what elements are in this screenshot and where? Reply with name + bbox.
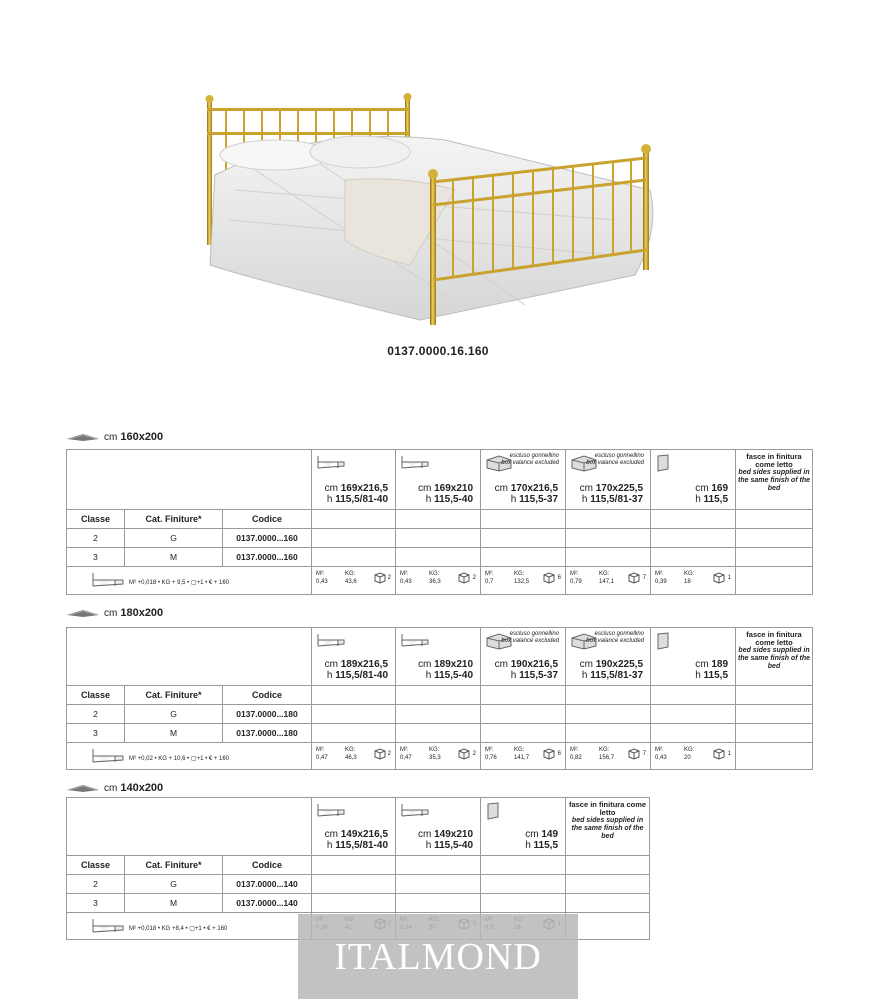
col-codice: Codice [223, 510, 312, 529]
model-cell: escluso gonnellino box valance excluded cm 190x225,5 h 115,5/81-37 [566, 628, 651, 686]
spec-table [66, 627, 813, 770]
valance-note: escluso gonnellino box valance excluded [501, 631, 560, 644]
packaging-cell: M²: 0,43 KG: 43,6 2 [312, 567, 396, 595]
packaging-cell: M²: 0,79 KG: 147,1 7 [566, 567, 651, 595]
slat-base-icon [66, 784, 100, 793]
box-icon [374, 572, 386, 584]
packaging-cell: M²: 0,82 KG: 156,7 7 [566, 743, 651, 770]
box-icon [374, 748, 386, 760]
header-blank [67, 628, 312, 686]
box-icon [458, 748, 470, 760]
model-cell: cm 169 h 115,5 [651, 450, 736, 510]
box-icon [543, 748, 555, 760]
size-heading [66, 429, 163, 445]
slat-base-icon [66, 609, 100, 618]
col-classe: Classe [67, 510, 125, 529]
valance-note: escluso gonnellino box valance excluded [586, 631, 645, 644]
valance-note: escluso gonnellino box valance excluded [586, 453, 645, 466]
packaging-cell: M²: 0,43 KG: 20 1 [651, 743, 736, 770]
slat-base-icon [66, 433, 100, 442]
model-cell: cm 149x216,5 h 115,5/81-40 [312, 798, 396, 856]
size-heading [66, 605, 163, 621]
table-row: 3 M 0137.0000...180 [67, 724, 813, 743]
box-icon [713, 572, 725, 584]
table-row: 2 G 0137.0000...180 [67, 705, 813, 724]
cm-label: cm [104, 431, 118, 443]
table-row: 3 M 0137.0000...140 [67, 894, 650, 913]
model-cell: cm 189x210 h 115,5-40 [396, 628, 481, 686]
size-legend: M² +0,018 • KG + 9,5 • ▢+1 • € + 160 [67, 567, 312, 595]
col-classe: Classe [67, 686, 125, 705]
col-codice: Codice [223, 686, 312, 705]
packaging-cell: M²: 0,39 KG: 18 1 [651, 567, 736, 595]
headboard-icon [485, 802, 501, 820]
col-finiture: Cat. Finiture* [125, 686, 223, 705]
col-classe: Classe [67, 856, 125, 875]
bed-icon [316, 632, 346, 650]
table-row: 2 G 0137.0000...160 [67, 529, 813, 548]
col-codice: Codice [223, 856, 312, 875]
model-cell: escluso gonnellino box valance excluded cm 170x225,5 h 115,5/81-37 [566, 450, 651, 510]
bed-icon [400, 802, 430, 820]
size-label: 140x200 [120, 782, 164, 794]
table-row: 2 G 0137.0000...140 [67, 875, 650, 894]
packaging-cell: M²: 0,47 KG: 46,3 2 [312, 743, 396, 770]
packaging-cell: M²: 0,7 KG: 132,5 6 [481, 567, 566, 595]
model-cell: cm 149x210 h 115,5-40 [396, 798, 481, 856]
headboard-icon [655, 454, 671, 472]
bed-icon [91, 917, 125, 935]
spec-table [66, 449, 813, 595]
size-heading [66, 780, 163, 796]
box-icon [543, 572, 555, 584]
size-legend: M² +0,02 • KG + 10,6 • ▢+1 • € + 160 [67, 743, 312, 770]
brand-watermark [298, 914, 578, 999]
table-row: 3 M 0137.0000...160 [67, 548, 813, 567]
packaging-cell: M²: 0,76 KG: 141,7 6 [481, 743, 566, 770]
packaging-cell: M²: 0,43 KG: 36,3 2 [396, 567, 481, 595]
cm-label: cm [104, 782, 118, 794]
headboard-icon [655, 632, 671, 650]
bed-icon [91, 571, 125, 589]
col-finiture: Cat. Finiture* [125, 856, 223, 875]
bed-icon [400, 632, 430, 650]
size-legend: M² +0,018 • KG +8,4 • ▢+1 • € + 160 [67, 913, 312, 940]
bed-icon [316, 454, 346, 472]
model-cell: cm 149 h 115,5 [481, 798, 566, 856]
bed-icon [316, 802, 346, 820]
header-blank [67, 798, 312, 856]
box-icon [458, 572, 470, 584]
bed-icon [400, 454, 430, 472]
brand-name: ITALMOND [334, 935, 542, 978]
size-label: 160x200 [120, 431, 164, 443]
model-cell: cm 169x216,5 h 115,5/81-40 [312, 450, 396, 510]
model-cell: cm 189 h 115,5 [651, 628, 736, 686]
model-cell: cm 189x216,5 h 115,5/81-40 [312, 628, 396, 686]
model-cell: cm 169x210 h 115,5-40 [396, 450, 481, 510]
product-code: 0137.0000.16.160 [387, 344, 489, 358]
box-icon [628, 572, 640, 584]
model-cell: escluso gonnellino box valance excluded cm 190x216,5 h 115,5-37 [481, 628, 566, 686]
model-cell: escluso gonnellino box valance excluded cm 170x216,5 h 115,5-37 [481, 450, 566, 510]
bed-sides-note: fasce in finitura come letto bed sides supplied in the same finish of the bed [736, 450, 813, 510]
valance-note: escluso gonnellino box valance excluded [501, 453, 560, 466]
col-finiture: Cat. Finiture* [125, 510, 223, 529]
box-icon [628, 748, 640, 760]
bed-icon [91, 747, 125, 765]
bed-sides-note: fasce in finitura come letto bed sides supplied in the same finish of the bed [736, 628, 813, 686]
bed-sides-note: fasce in finitura come letto bed sides supplied in the same finish of the bed [566, 798, 650, 856]
brass-bed-image [195, 80, 665, 340]
cm-label: cm [104, 607, 118, 619]
packaging-cell: M²: 0,47 KG: 35,3 2 [396, 743, 481, 770]
header-blank [67, 450, 312, 510]
size-label: 180x200 [120, 607, 164, 619]
box-icon [713, 748, 725, 760]
